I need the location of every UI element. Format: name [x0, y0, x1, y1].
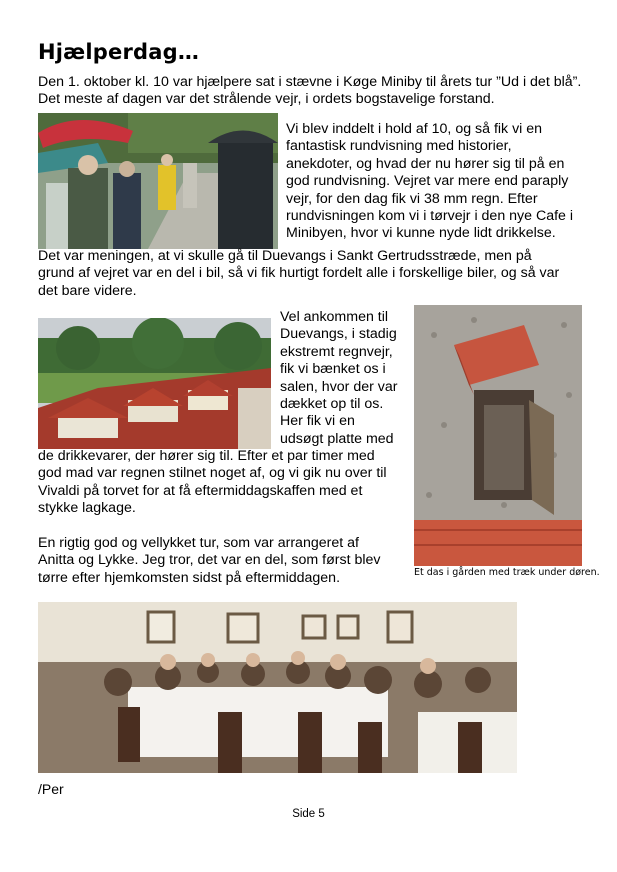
text-line: grund af vejret var en del i bil, så vi fik hurtigt fordelt alle i forskellige biler, og så var — [38, 265, 560, 282]
signature: /Per — [38, 781, 64, 797]
photo-miniature-town — [38, 318, 271, 449]
paragraph-tour-full — [38, 248, 598, 300]
text-line: Vel ankommen til — [280, 309, 389, 325]
text-line: Anitta og Lykke. Jeg tror, det var en del, som først blev — [38, 552, 381, 569]
photo-dining-room — [38, 602, 517, 773]
text-line: anekdoter, og hvad der nu hører sig til på en — [286, 155, 565, 172]
text-line: god rundvisning. Vejret var mere end paraply — [286, 173, 569, 190]
text-line: det bare videre. — [38, 282, 137, 299]
photo-caption: Et das i gården med træk under døren. — [414, 567, 600, 578]
text-line: En rigtig god og vellykket tur, som var arrangeret af — [38, 535, 359, 551]
text-line: salen, hvor der var — [280, 378, 398, 395]
paragraph-duevangs-full — [38, 448, 413, 518]
intro-paragraph: Den 1. oktober kl. 10 var hjælpere sat i stævne i Køge Miniby til årets tur ”Ud i det blå”. Det meste af dagen var det strålende vejr, i ordets bogstavelige forstand. — [38, 74, 582, 108]
text-line: Minibyen, hvor vi kunne nyde lidt drikkelse. — [286, 225, 556, 242]
paragraph-duevangs-right — [280, 309, 410, 448]
text-line: tørre efter hjemkomsten sidst på eftermiddagen. — [38, 569, 341, 586]
text-line: ekstremt regnvejr, — [280, 343, 393, 360]
text-line: Det var meningen, at vi skulle gå til Duevangs i Sankt Gertrudsstræde, men på — [38, 248, 532, 264]
paragraph-tour-right — [286, 121, 586, 243]
photo-outhouse-model — [414, 305, 582, 566]
text-line: de drikkevarer, der hører sig til. Efter et par timer med — [38, 448, 375, 464]
text-line: Vi blev inddelt i hold af 10, og så fik vi en — [286, 121, 543, 137]
text-line: rundvisningen kom vi i tørvejr i den nye Cafe i — [286, 208, 574, 225]
photo-umbrella-group — [38, 113, 278, 249]
text-line: Vivaldi på torvet for at få eftermiddagskaffen med et — [38, 482, 363, 499]
paragraph-closing — [38, 535, 413, 587]
text-line: fik vi bænket os i — [280, 361, 386, 378]
text-line: dækket op til os. — [280, 396, 384, 413]
text-line: Duevangs, i stadig — [280, 326, 397, 343]
text-line: god mad var regnen stilnet noget af, og vi gik nu over til — [38, 465, 387, 482]
page-number: Side 5 — [292, 808, 325, 820]
text-line: stykke lagkage. — [38, 500, 136, 517]
text-line: fantastisk rundvisning med historier, — [286, 138, 512, 155]
article-title: Hjælperdag… — [38, 40, 200, 64]
text-line: Her fik vi en — [280, 413, 355, 430]
text-line: vejr, for den dag fik vi 38 mm regn. Efter — [286, 190, 538, 207]
text-line: udsøgt platte med — [280, 430, 394, 447]
